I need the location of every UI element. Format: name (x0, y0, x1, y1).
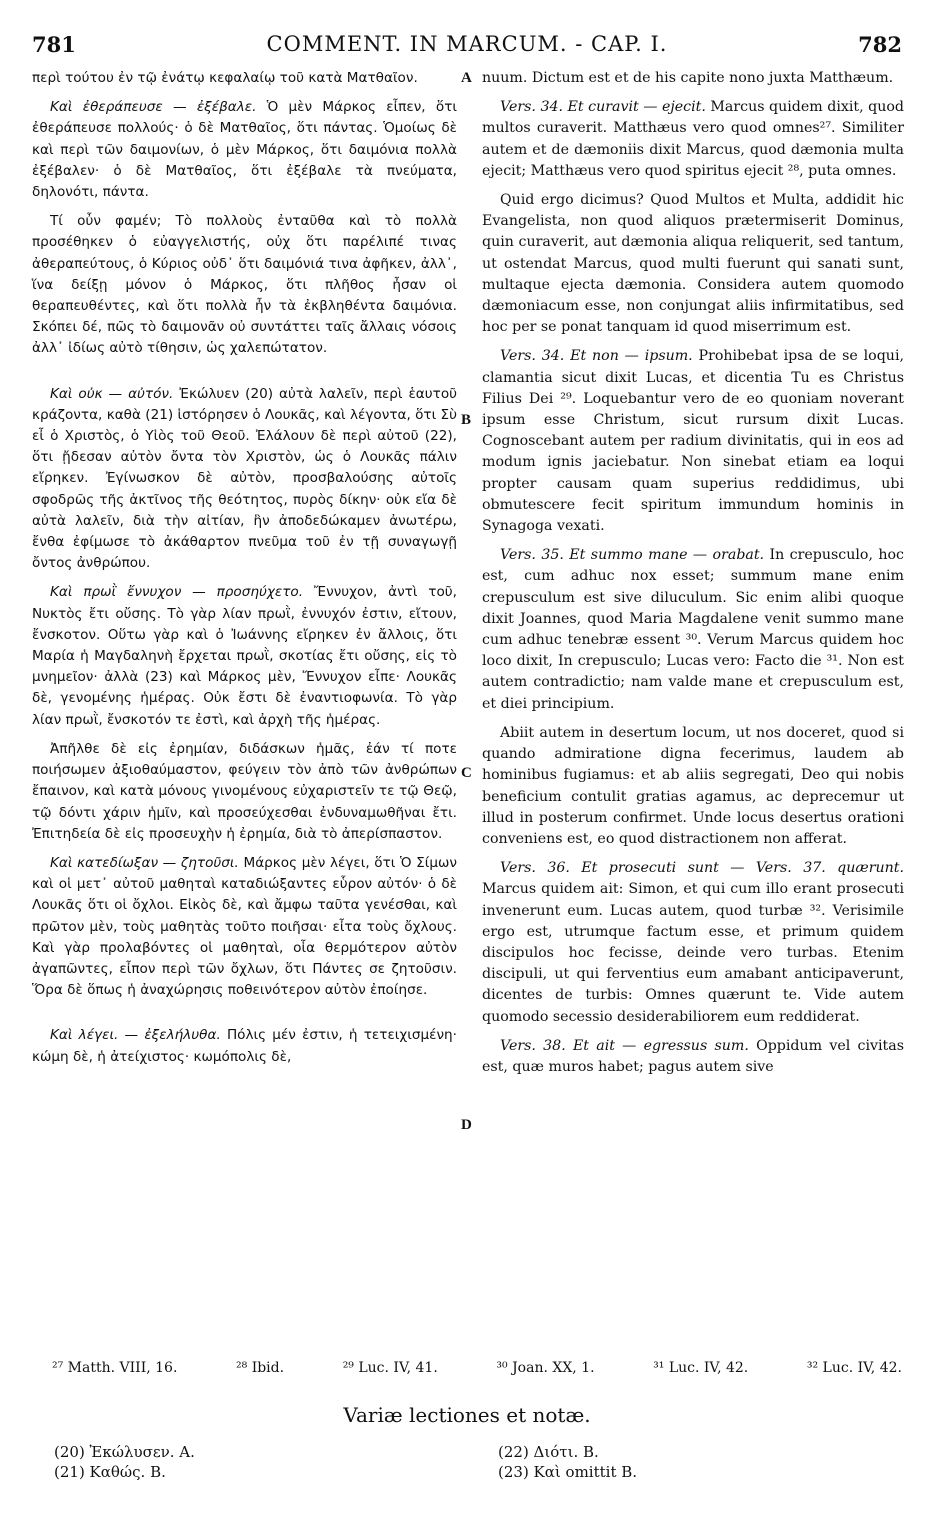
running-title: COMMENT. IN MARCUM. - CAP. I. (266, 32, 668, 56)
variant-note: (23) Καὶ omittit B. (498, 1463, 638, 1481)
variant-note: (21) Καθώς. B. (54, 1463, 166, 1481)
greek-paragraph: Καὶ πρωῒ ἔννυχον — προσηύχετο. Ἔννυχον, ἀντὶ τοῦ, Νυκτὸς ἔτι οὔσης. Τὸ γὰρ λίαν πρωῒ, ἐννυχόν ἐστιν, εἴτουν, ἔνσκοτον. Οὕτω γὰρ καὶ ὁ Ἰωάννης εἴρηκεν ἐν ἄλλοις, ὅτι Μαρία ἡ Μαγδαληνὴ ἔρχεται πρωῒ, σκοτίας ἔτι οὔσης, εἰς τὸ μνημεῖον· ἀλλὰ (23) καὶ Μάρκος μὲν, Ἔννυχον εἶπε· Λουκᾶς δὲ, γενομένης ἡμέρας. Οὐκ ἔστι δὲ ἐναντιοφωνία. Τὸ γὰρ λίαν πρωῒ, ἔνσκοτόν τε ἐστὶ, καὶ ἀρχὴ τῆς ἡμέρας. (32, 584, 457, 728)
variae-left (54, 1442, 195, 1482)
page-number-left: 781 (32, 32, 76, 57)
page-number-right: 782 (858, 32, 902, 57)
footnotes (52, 1360, 902, 1376)
greek-paragraph: Καὶ ἐθεράπευσε — ἐξέβαλε. Ὁ μὲν Μάρκος εἶπεν, ὅτι ἐθεράπευσε πολλούς· ὁ δὲ Ματθαῖος, ὅτι πάντας. Ὁμοίως δὲ καὶ περὶ τῶν δαιμονίων, ὁ μὲν Μάρκος, ὅτι δαιμόνια πολλὰ ἐξέβαλεν· ὁ δὲ Ματθαῖος, ὅτι ἐξέβαλε τὰ πνεύματα, δηλονότι, πάντα. (32, 99, 457, 201)
footnote: ²⁹ Luc. IV, 41. (342, 1360, 438, 1376)
latin-paragraph: Vers. 36. Et prosecuti sunt — Vers. 37. quærunt. Marcus quidem ait: Simon, et qui cum illo erant prosecuti invenerunt eum. Lucas autem, quod turbæ ³². Verisimile ergo est, utrumque factum esse, et primum quidem discipulos hoc fecisse, deinde vero turbas. Etenim discipuli, ut qui ferventius eum amabant anticipaverunt, dicentes de turbis: Omnes quærunt te. Vide autem quomodo secessio desiderabiliorem eum reddiderat. (482, 860, 904, 1025)
margin-mark-c: C (461, 765, 472, 781)
margin-mark-a: A (461, 70, 472, 86)
latin-paragraph: Quid ergo dicimus? Quod Multos et Multa, addidit hic Evangelista, non quod aliquos prætermiserit Dominus, quin curaverit, aut dæmonia aliqua reliquerit, sed tantum, ut ostendat Marcus, quod multi fuerunt qui sanati sunt, multaque ejecta dæmonia. Considera autem quomodo dæmoniacum esse, non conjungat aliis infirmitatibus, sed hoc per se ponat tanquam id quod miserrimum est. (482, 192, 904, 336)
latin-paragraph: Vers. 34. Et non — ipsum. Prohibebat ipsa de se loqui, clamantia sicut dixit Lucas, et dicentia Tu es Christus Filius Dei ²⁹. Loquebantur vero de eo quoniam noverant ipsum esse Christum, sicut rursum dixit Lucas. Cognoscebant autem per radium divinitatis, qui in eos ad modum ignis jaciebatur. Non sinebat etiam ea loqui propter causam quam superius reddidimus, ubi obmutescere fecit spiritum immundum hominis in Synagoga vexati. (482, 348, 904, 535)
greek-paragraph: Καὶ κατεδίωξαν — ζητοῦσι. Μάρκος μὲν λέγει, ὅτι Ὁ Σίμων καὶ οἱ μετ᾽ αὐτοῦ μαθηταὶ καταδιώξαντες εὗρον αὐτόν· ὁ δὲ Λουκᾶς ὅτι οἱ ὄχλοι. Εἰκὸς δὲ, καὶ ἄμφω ταῦτα γενέσθαι, καὶ πρῶτον μὲν, τοὺς μαθητὰς τοῦτο ποιῆσαι· εἶτα τοὺς ὄχλους. Καὶ γὰρ προλαβόντες οἱ μαθηταὶ, οἷα θερμότερον αὐτὸν ἀγαπῶντες, εἶπον περὶ τῶν ὄχλων, ὅτι Πάντες σε ζητοῦσιν. Ὅρα δὲ ὅπως ἡ ἀναχώρησις ποθεινότερον αὐτὸν ἐποίησε. (32, 854, 457, 999)
latin-paragraph: Abiit autem in desertum locum, ut nos doceret, quod si quando admiratione digna fecerimus, laudem ab hominibus fugiamus: et ab aliis segregati, Deo qui nobis beneficium contulit gratias agamus, ac deprecemur ut illud in posterum confirmet. Unde locus desertus orationi conveniens est, eo quod distractionem non afferat. (482, 724, 904, 847)
latin-paragraph: Vers. 38. Et ait — egressus sum. Oppidum vel civitas est, quæ muros habet; pagus autem sive (482, 1037, 904, 1075)
latin-paragraph: Vers. 34. Et curavit — ejecit. Marcus quidem dixit, quod multos curaverit. Matthæus vero quod omnes²⁷. Similiter autem et de dæmoniis dixit Marcus, quod dæmonia multa ejecit; Matthæus vero quod spiritus ejecit ²⁸, puta omnes. (482, 99, 904, 179)
variae-title: Variæ lectiones et notæ. (343, 1403, 591, 1427)
footnote: ³¹ Luc. IV, 42. (653, 1360, 749, 1376)
greek-paragraph: Καὶ οὐκ — αὐτόν. Ἐκώλυεν (20) αὐτὰ λαλεῖν, περὶ ἑαυτοῦ κράζοντα, καθὰ (21) ἱστόρησεν ὁ Λουκᾶς, καὶ λέγοντα, ὅτι Σὺ εἶ ὁ Χριστὸς, ὁ Υἱὸς τοῦ Θεοῦ. Ἐλάλουν δὲ περὶ αὐτοῦ (22), ὅτι ᾔδεσαν αὐτὸν ὄντα τὸν Χριστὸν, ὡς ὁ Λουκᾶς πάλιν εἴρηκεν. Ἐγίνωσκον δὲ αὐτὸν, προσβαλούσης αὐτοῖς σφοδρῶς τῆς ἀκτῖνος τῆς θεότητος, πυρὸς δίκην· οὐκ εἴα δὲ αὐτὰ λαλεῖν, διὰ τὴν αἰτίαν, ἣν ἀποδεδώκαμεν ἀνωτέρω, ἔνθα ἐφίμωσε τὸ ἀκάθαρτον πνεῦμα τοῦ ἐν τῇ συναγωγῇ ὄντος ἀνθρώπου. (32, 385, 457, 572)
greek-paragraph: περὶ τούτου ἐν τῷ ἐνάτῳ κεφαλαίῳ τοῦ κατὰ Ματθαῖον. (32, 70, 418, 86)
footnote: ²⁸ Ibid. (236, 1360, 285, 1376)
margin-mark-b: B (461, 412, 472, 428)
page-header (32, 32, 902, 62)
footnote: ³² Luc. IV, 42. (806, 1360, 902, 1376)
variae-right (498, 1442, 637, 1482)
greek-paragraph: Ἀπῆλθε δὲ εἰς ἐρημίαν, διδάσκων ἡμᾶς, ἐάν τί ποτε ποιήσωμεν ἀξιοθαύμαστον, φεύγειν τὸν ἀπὸ τῶν ἀνθρώπων ἔπαινον, καὶ κατὰ μόνους γινομένους εὐχαριστεῖν τε τῷ Θεῷ, τῷ δόντι χάριν ἡμῖν, καὶ προσεύχεσθαι ἐνδυναμωθῆναι ἔτι. Ἐπιτηδεία δὲ εἰς προσευχὴν ἡ ἐρημία, διὰ τὸ ἀπερίσπαστον. (32, 740, 457, 842)
latin-paragraph: Vers. 35. Et summo mane — orabat. In crepusculo, hoc est, cum adhuc nox esset; summum mane enim crepusculum est sive diluculum. Sic enim alibi quoque dixit Joannes, quod Maria Magdalene venit summo mane cum adhuc tenebræ essent ³⁰. Verum Marcus quidem hoc loco dixit, In crepusculo; Lucas vero: Facto die ³¹. Non est autem contradictio; nam valde mane et crepusculum est, et diei principium. (482, 547, 904, 712)
latin-column (482, 68, 904, 1086)
margin-mark-d: D (461, 1117, 472, 1133)
greek-paragraph: Τί οὖν φαμέν; Τὸ πολλοὺς ἐνταῦθα καὶ τὸ πολλὰ προσέθηκεν ὁ εὐαγγελιστής, οὐχ ὅτι παρέλιπέ τινας ἀθεραπεύτους, ὁ Κύριος οὐδ᾽ ὅτι δαιμόνιά τινα ἀφῆκεν, ἀλλ᾽, ἵνα δείξῃ μόνον ὁ Μάρκος, ὅτι πλῆθος ἦσαν οἱ θεραπευθέντες, καὶ ὅτι πολλὰ ἦν τὰ ἐκβληθέντα δαιμόνια. Σκόπει δέ, πῶς τὸ δαιμονᾶν οὐ συντάττει ταῖς ἄλλαις νόσοις ἀλλ᾽ ἰδίως αὐτὸ τίθησιν, ὡς χαλεπώτατον. (32, 213, 457, 357)
footnote: ²⁷ Matth. VIII, 16. (52, 1360, 178, 1376)
greek-paragraph: Καὶ λέγει. — ἐξελήλυθα. Πόλις μέν ἐστιν, ἡ τετειχισμένη· κώμη δὲ, ἡ ἀτείχιστος· κωμόπολις δὲ, (32, 1027, 457, 1065)
footnote: ³⁰ Joan. XX, 1. (496, 1360, 595, 1376)
greek-column (32, 68, 457, 1076)
latin-paragraph: nuum. Dictum est et de his capite nono juxta Matthæum. (482, 70, 894, 86)
variant-note: (22) Διότι. B. (498, 1443, 599, 1461)
variant-note: (20) Ἐκώλυσεν. A. (54, 1443, 195, 1461)
